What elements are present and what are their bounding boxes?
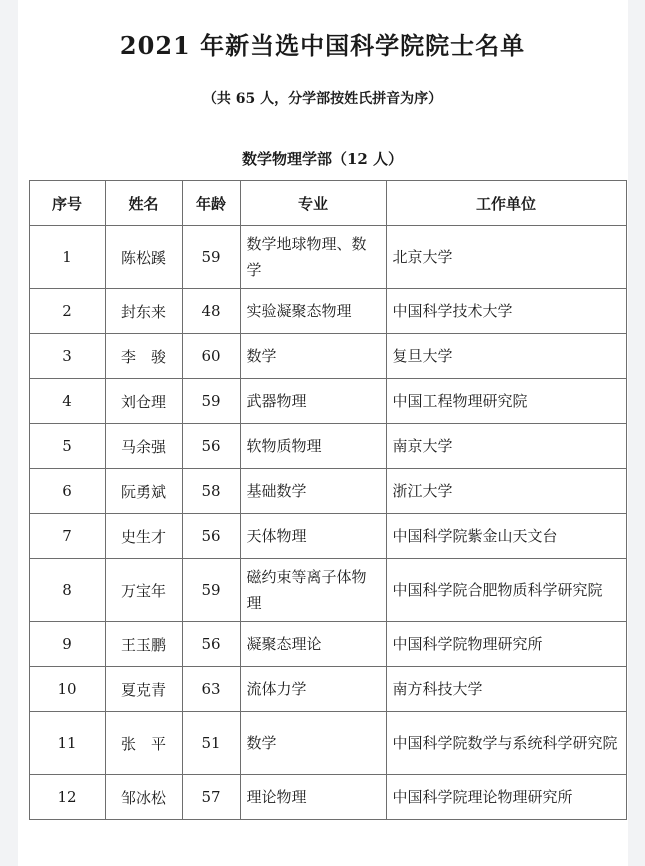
cell-name: 王玉鹏 bbox=[105, 622, 182, 667]
cell-name: 史生才 bbox=[105, 514, 182, 559]
header-no: 序号 bbox=[29, 181, 105, 226]
cell-major: 理论物理 bbox=[240, 775, 386, 820]
table-row bbox=[29, 469, 626, 514]
cell-age: 63 bbox=[182, 667, 240, 712]
cell-major: 武器物理 bbox=[240, 379, 386, 424]
header-major: 专业 bbox=[240, 181, 386, 226]
cell-major: 数学 bbox=[240, 712, 386, 775]
header-unit: 工作单位 bbox=[386, 181, 626, 226]
cell-no: 3 bbox=[29, 334, 105, 379]
table-row bbox=[29, 424, 626, 469]
cell-major: 数学 bbox=[240, 334, 386, 379]
cell-name: 夏克青 bbox=[105, 667, 182, 712]
table-row bbox=[29, 712, 626, 775]
page-title: 2021 年新当选中国科学院院士名单 bbox=[119, 31, 526, 60]
cell-no: 4 bbox=[29, 379, 105, 424]
table-row bbox=[29, 622, 626, 667]
cell-unit: 中国科学院紫金山天文台 bbox=[386, 514, 626, 559]
cell-name: 陈松蹊 bbox=[105, 226, 182, 289]
cell-unit: 中国工程物理研究院 bbox=[386, 379, 626, 424]
cell-age: 58 bbox=[182, 469, 240, 514]
cell-unit: 北京大学 bbox=[386, 226, 626, 289]
cell-major: 软物质物理 bbox=[240, 424, 386, 469]
section-heading: 数学物理学部（12 人） bbox=[241, 150, 404, 168]
cell-unit: 中国科学院数学与系统科学研究院 bbox=[386, 712, 626, 775]
cell-unit: 南方科技大学 bbox=[386, 667, 626, 712]
header-name: 姓名 bbox=[105, 181, 182, 226]
table-row bbox=[29, 334, 626, 379]
cell-age: 59 bbox=[182, 559, 240, 622]
table-row bbox=[29, 667, 626, 712]
cell-age: 57 bbox=[182, 775, 240, 820]
cell-age: 56 bbox=[182, 514, 240, 559]
cell-unit: 复旦大学 bbox=[386, 334, 626, 379]
cell-age: 51 bbox=[182, 712, 240, 775]
cell-major: 天体物理 bbox=[240, 514, 386, 559]
page-subtitle: （共 65 人，分学部按姓氏拼音为序） bbox=[202, 91, 443, 107]
cell-name: 刘仓理 bbox=[105, 379, 182, 424]
cell-no: 9 bbox=[29, 622, 105, 667]
cell-unit: 南京大学 bbox=[386, 424, 626, 469]
table-row bbox=[29, 226, 626, 289]
cell-no: 8 bbox=[29, 559, 105, 622]
cell-name: 马余强 bbox=[105, 424, 182, 469]
cell-major: 凝聚态理论 bbox=[240, 622, 386, 667]
cell-age: 56 bbox=[182, 622, 240, 667]
cell-unit: 中国科学院理论物理研究所 bbox=[386, 775, 626, 820]
table-row bbox=[29, 559, 626, 622]
cell-name: 万宝年 bbox=[105, 559, 182, 622]
cell-major: 流体力学 bbox=[240, 667, 386, 712]
cell-major: 磁约束等离子体物理 bbox=[240, 559, 386, 622]
cell-unit: 中国科学院合肥物质科学研究院 bbox=[386, 559, 626, 622]
cell-no: 1 bbox=[29, 226, 105, 289]
cell-name: 阮勇斌 bbox=[105, 469, 182, 514]
cell-age: 59 bbox=[182, 226, 240, 289]
cell-unit: 中国科学技术大学 bbox=[386, 289, 626, 334]
table-row bbox=[29, 289, 626, 334]
cell-name: 李 骏 bbox=[105, 334, 182, 379]
table-row bbox=[29, 379, 626, 424]
cell-unit: 中国科学院物理研究所 bbox=[386, 622, 626, 667]
cell-no: 12 bbox=[29, 775, 105, 820]
cell-age: 56 bbox=[182, 424, 240, 469]
cell-major: 数学地球物理、数学 bbox=[240, 226, 386, 289]
cell-age: 59 bbox=[182, 379, 240, 424]
cell-no: 10 bbox=[29, 667, 105, 712]
cell-name: 封东来 bbox=[105, 289, 182, 334]
header-age: 年龄 bbox=[182, 181, 240, 226]
cell-major: 基础数学 bbox=[240, 469, 386, 514]
cell-no: 7 bbox=[29, 514, 105, 559]
document-page bbox=[18, 0, 628, 866]
academicians-table bbox=[29, 180, 627, 820]
cell-age: 60 bbox=[182, 334, 240, 379]
table-row bbox=[29, 514, 626, 559]
cell-major: 实验凝聚态物理 bbox=[240, 289, 386, 334]
cell-no: 5 bbox=[29, 424, 105, 469]
cell-no: 2 bbox=[29, 289, 105, 334]
cell-unit: 浙江大学 bbox=[386, 469, 626, 514]
table-header-row bbox=[29, 181, 626, 226]
cell-name: 张 平 bbox=[105, 712, 182, 775]
cell-no: 6 bbox=[29, 469, 105, 514]
table-row bbox=[29, 775, 626, 820]
cell-no: 11 bbox=[29, 712, 105, 775]
cell-name: 邹冰松 bbox=[105, 775, 182, 820]
cell-age: 48 bbox=[182, 289, 240, 334]
